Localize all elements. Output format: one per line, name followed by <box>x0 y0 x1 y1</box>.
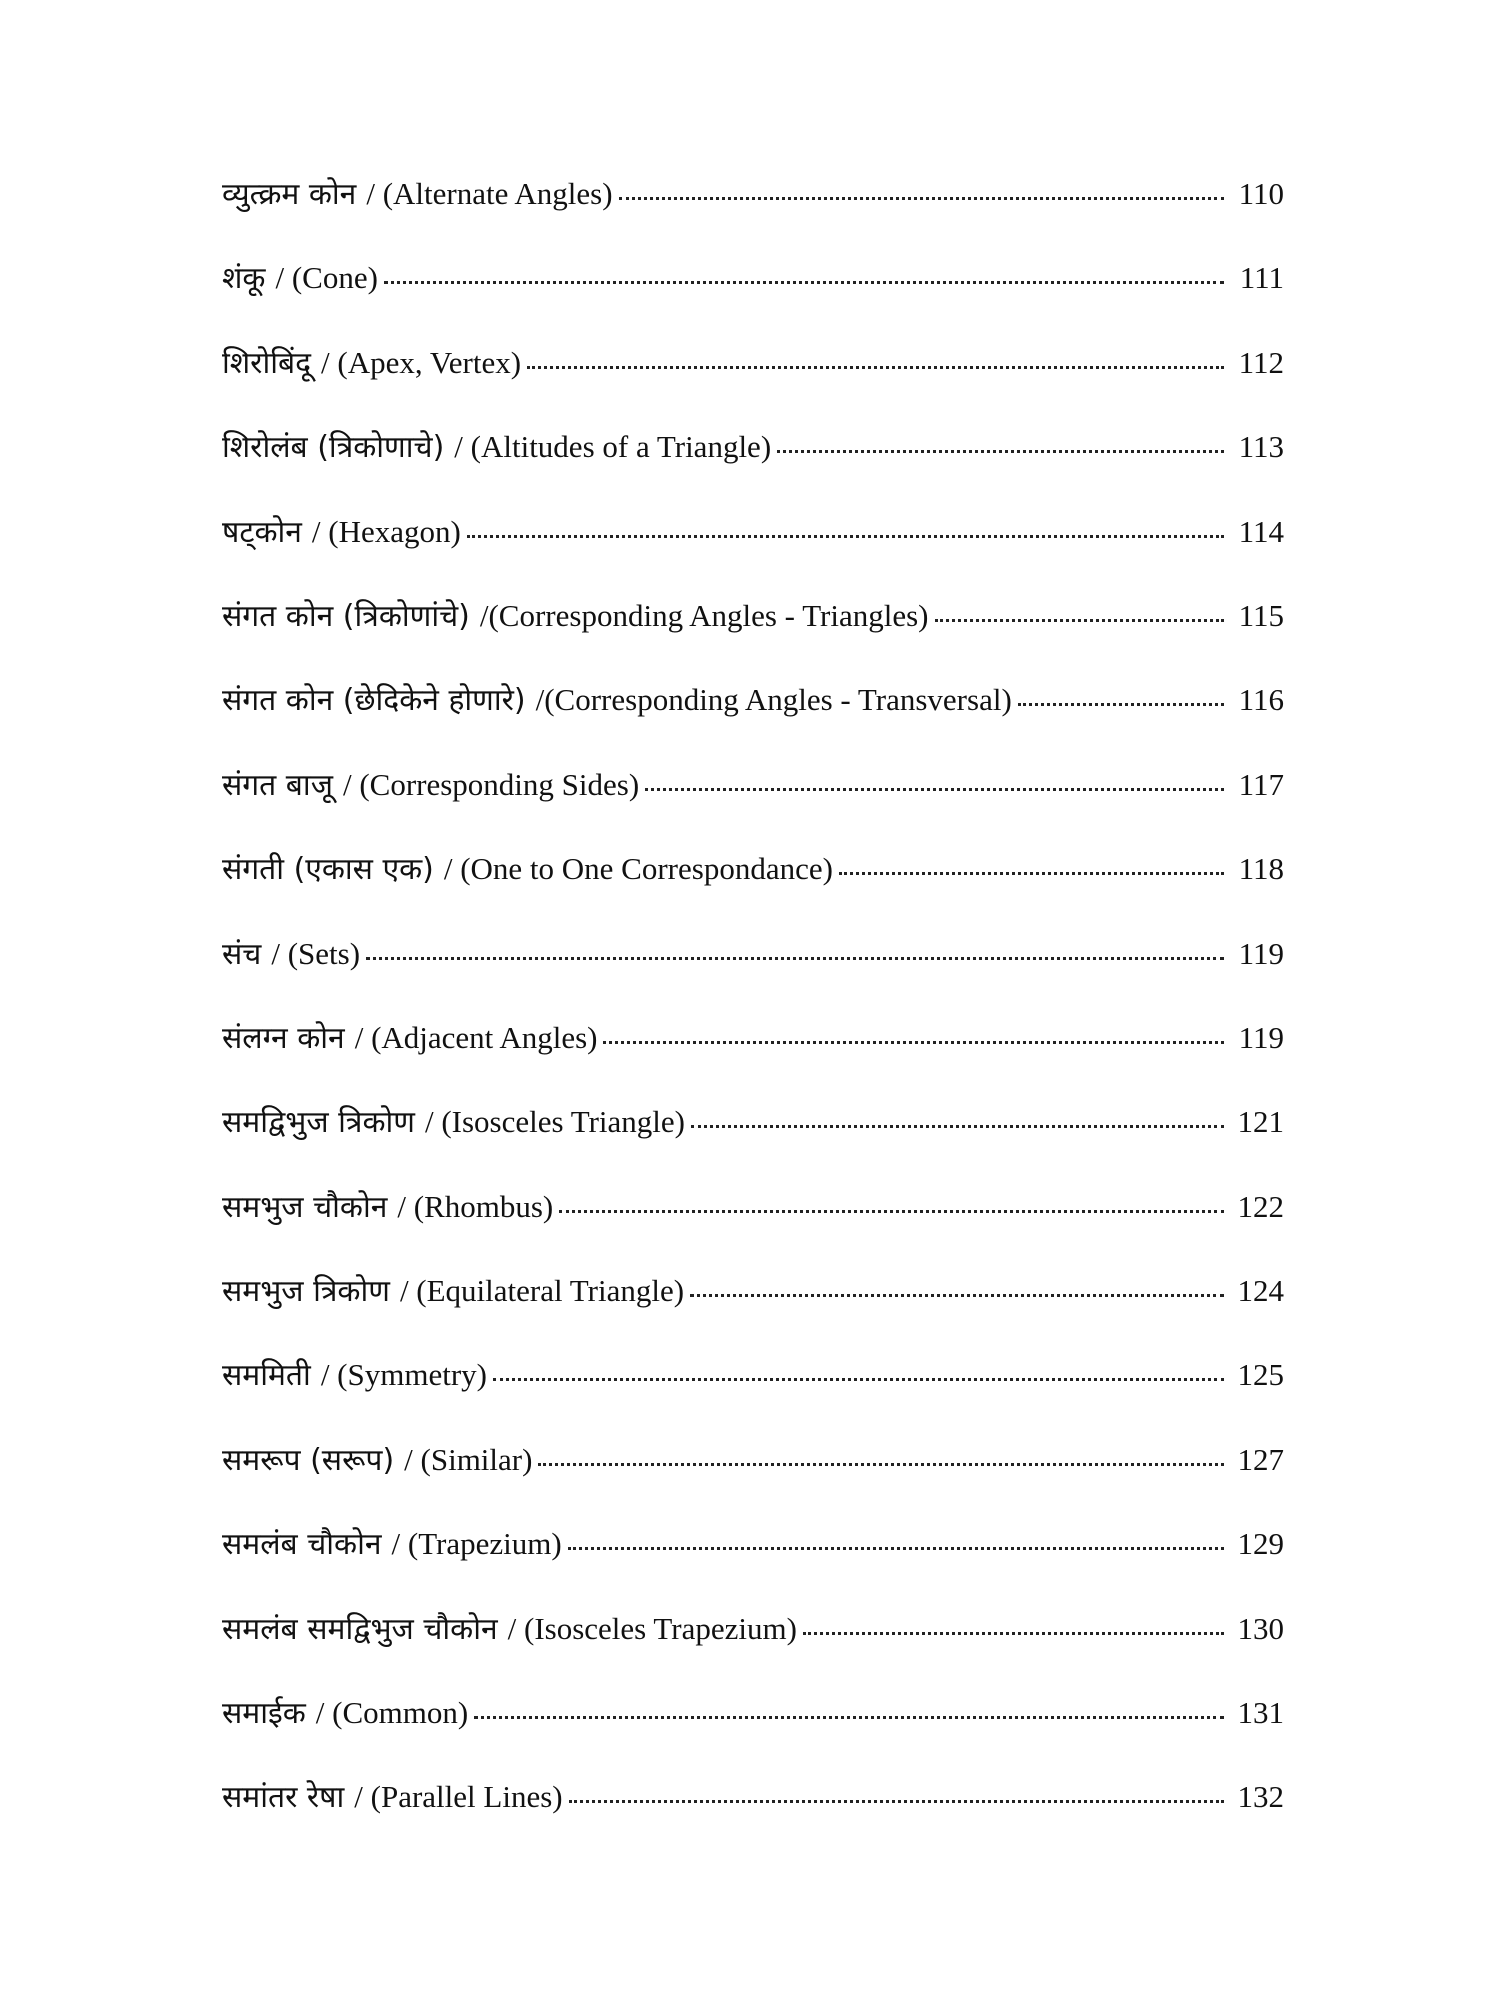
term-marathi: समभुज चौकोन <box>222 1189 388 1225</box>
term-marathi: संच <box>222 936 262 972</box>
index-entry <box>222 1185 1284 1269</box>
dot-leader <box>803 1632 1224 1635</box>
page-number: 124 <box>1237 1273 1284 1309</box>
term-marathi: संगत कोन (त्रिकोणांचे) <box>222 598 470 634</box>
dot-leader <box>690 1294 1224 1297</box>
page-number: 121 <box>1237 1104 1284 1140</box>
index-entry <box>222 932 1284 1016</box>
term-marathi: समांतर रेषा <box>222 1780 345 1816</box>
term-marathi: संगत कोन (छेदिकेने होणारे) <box>222 683 526 719</box>
dot-leader <box>839 872 1224 875</box>
term-marathi: समभुज त्रिकोण <box>222 1274 390 1310</box>
index-entry <box>222 678 1284 762</box>
page-number: 112 <box>1238 344 1284 380</box>
dot-leader <box>691 1125 1224 1128</box>
dot-leader <box>474 1716 1224 1719</box>
index-entry <box>222 1016 1284 1100</box>
term-english: / (Apex, Vertex) <box>321 344 522 380</box>
term-english: /(Corresponding Angles - Triangles) <box>479 597 929 633</box>
term-marathi: समलंब समद्विभुज चौकोन <box>222 1611 498 1647</box>
dot-leader <box>366 957 1224 960</box>
index-entry <box>222 425 1284 509</box>
dot-leader <box>619 197 1224 200</box>
page-number: 110 <box>1238 176 1284 211</box>
index-entry <box>222 256 1284 340</box>
index-entry <box>222 1438 1284 1522</box>
index-entry <box>222 1775 1284 1859</box>
term-english: / (Corresponding Sides) <box>342 766 640 802</box>
term-english: / (Parallel Lines) <box>354 1779 563 1815</box>
index-entry <box>222 1522 1284 1606</box>
index-entry <box>222 1269 1284 1353</box>
term-english: /(Corresponding Angles - Transversal) <box>535 682 1012 718</box>
dot-leader <box>603 1041 1224 1044</box>
page-number: 116 <box>1238 682 1284 718</box>
index-entry <box>222 1353 1284 1437</box>
dot-leader <box>559 1210 1224 1213</box>
index-entry <box>222 172 1284 256</box>
term-marathi: शिरोबिंदू <box>222 345 312 381</box>
term-english: / (Altitudes of a Triangle) <box>454 429 772 465</box>
term-marathi: संलग्न कोन <box>222 1020 345 1056</box>
dot-leader <box>467 535 1224 538</box>
term-english: / (Sets) <box>271 935 361 971</box>
term-marathi: शिरोलंब (त्रिकोणाचे) <box>222 430 445 466</box>
glossary-index-list <box>222 172 1284 1860</box>
page-number: 117 <box>1238 766 1284 802</box>
term-marathi: षट्‌कोन <box>222 514 302 550</box>
index-entry <box>222 594 1284 678</box>
term-english: / (Trapezium) <box>391 1526 562 1562</box>
dot-leader <box>568 1547 1224 1550</box>
term-english: / (Equilateral Triangle) <box>399 1273 685 1309</box>
term-english: / (Adjacent Angles) <box>354 1019 598 1055</box>
term-marathi: समलंब चौकोन <box>222 1527 382 1563</box>
dot-leader <box>777 450 1224 453</box>
dot-leader <box>1018 703 1224 706</box>
term-english: / (Hexagon) <box>311 513 461 549</box>
page-number: 129 <box>1237 1526 1284 1562</box>
term-marathi: समाईक <box>222 1696 306 1732</box>
term-english: / (Isosceles Trapezium) <box>507 1610 797 1646</box>
page-number: 119 <box>1238 935 1284 971</box>
term-marathi: समरूप (सरूप) <box>222 1442 395 1478</box>
dot-leader <box>493 1378 1224 1381</box>
index-entry <box>222 341 1284 425</box>
page-number: 114 <box>1238 513 1284 549</box>
term-marathi: शंकू <box>222 261 266 297</box>
index-entry <box>222 510 1284 594</box>
page-number: 127 <box>1237 1441 1284 1477</box>
dot-leader <box>527 366 1224 369</box>
page-number: 131 <box>1237 1695 1284 1731</box>
index-entry <box>222 1691 1284 1775</box>
term-marathi: सममिती <box>222 1358 311 1394</box>
page-number: 132 <box>1237 1779 1284 1815</box>
term-english: / (One to One Correspondance) <box>443 851 833 887</box>
page-number: 125 <box>1237 1357 1284 1393</box>
term-english: / (Rhombus) <box>397 1188 554 1224</box>
term-english: / (Isosceles Triangle) <box>424 1104 685 1140</box>
dot-leader <box>384 281 1224 284</box>
dot-leader <box>935 619 1225 622</box>
term-marathi: समद्विभुज त्रिकोण <box>222 1105 415 1141</box>
term-english: / (Common) <box>315 1695 469 1731</box>
index-entry <box>222 847 1284 931</box>
page-number: 115 <box>1238 597 1284 633</box>
index-entry <box>222 1100 1284 1184</box>
page-number: 113 <box>1238 429 1284 465</box>
dot-leader <box>569 1800 1224 1803</box>
page-number: 122 <box>1237 1188 1284 1224</box>
page-number: 118 <box>1238 851 1284 887</box>
index-entry <box>222 763 1284 847</box>
term-english: / (Similar) <box>404 1441 533 1477</box>
index-entry <box>222 1607 1284 1691</box>
term-marathi: संगत बाजू <box>222 767 333 803</box>
dot-leader <box>538 1463 1224 1466</box>
term-english: / (Symmetry) <box>320 1357 487 1393</box>
dot-leader <box>645 788 1224 791</box>
page-number: 111 <box>1239 260 1284 296</box>
term-marathi: संगती (एकास एक) <box>222 852 434 888</box>
term-english: / (Cone) <box>275 260 378 296</box>
term-english: / (Alternate Angles) <box>366 176 613 211</box>
term-marathi: व्युत्क्रम कोन <box>222 177 357 212</box>
page-number: 119 <box>1238 1019 1284 1055</box>
page-number: 130 <box>1237 1610 1284 1646</box>
